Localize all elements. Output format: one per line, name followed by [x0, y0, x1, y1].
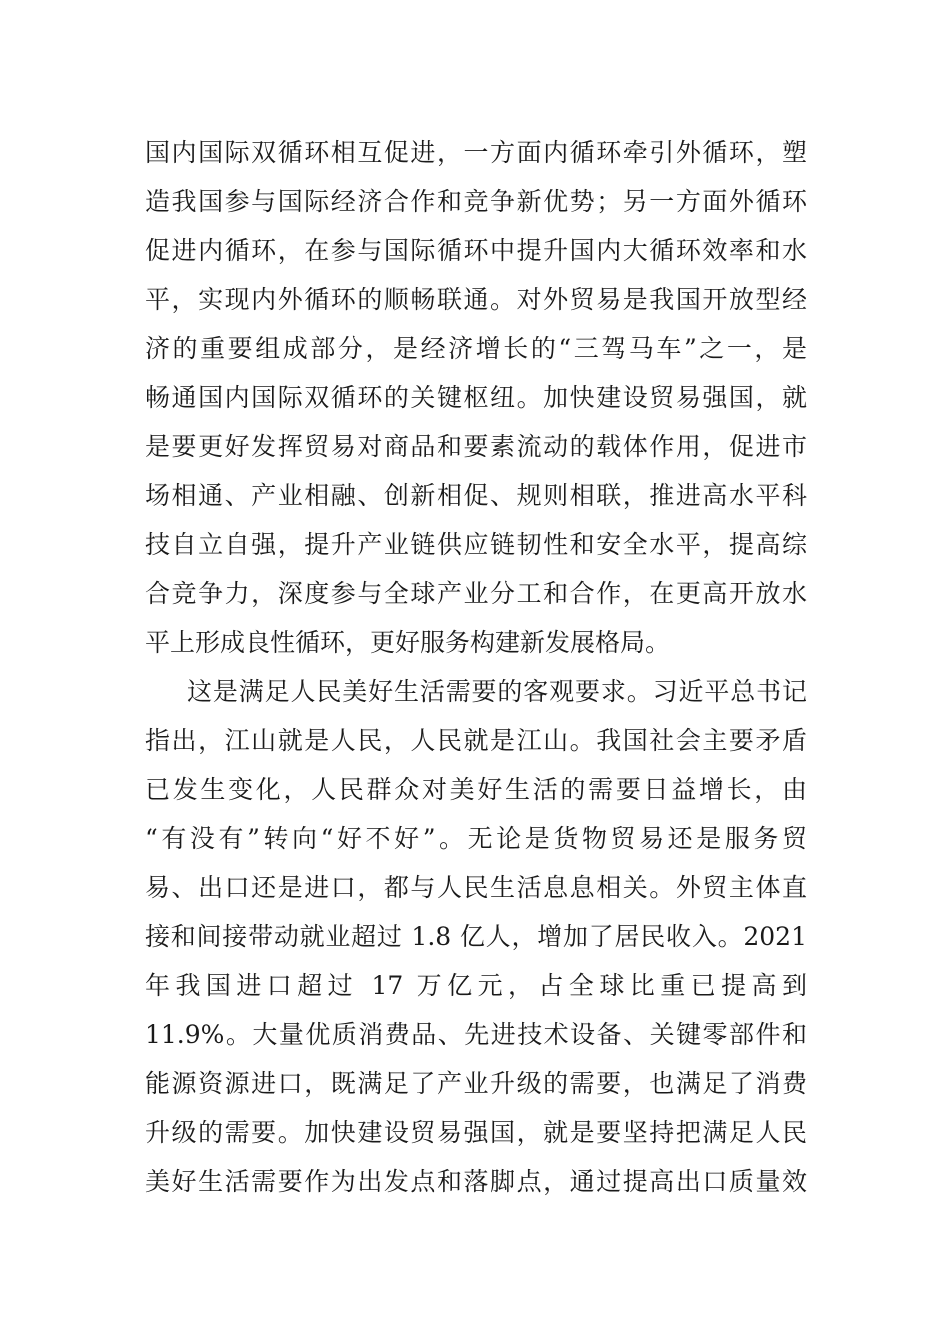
text-line: 美好生活需要作为出发点和落脚点，通过提高出口质量效	[145, 1167, 807, 1196]
text-line: 促进内循环，在参与国际循环中提升国内大循环效率和水	[145, 236, 807, 265]
text-line: 年我国进口超过 17 万亿元，占全球比重已提高到	[145, 971, 807, 1000]
text-line: 场相通、产业相融、创新相促、规则相联，推进高水平科	[145, 481, 807, 510]
text-line: 是要更好发挥贸易对商品和要素流动的载体作用，促进市	[145, 432, 807, 461]
paragraph-1	[145, 128, 807, 667]
text-line: 平，实现内外循环的顺畅联通。对外贸易是我国开放型经	[145, 285, 807, 314]
text-line: 已发生变化，人民群众对美好生活的需要日益增长，由	[145, 775, 807, 804]
text-line: 平上形成良性循环，更好服务构建新发展格局。	[145, 628, 671, 657]
text-line: 济的重要组成部分，是经济增长的“三驾马车”之一，是	[145, 334, 807, 363]
text-line: 合竞争力，深度参与全球产业分工和合作，在更高开放水	[145, 579, 807, 608]
text-line: 易、出口还是进口，都与人民生活息息相关。外贸主体直	[145, 873, 807, 902]
text-line: 11.9%。大量优质消费品、先进技术设备、关键零部件和	[145, 1020, 807, 1049]
text-line: 指出，江山就是人民，人民就是江山。我国社会主要矛盾	[145, 726, 807, 755]
text-line: 能源资源进口，既满足了产业升级的需要，也满足了消费	[145, 1069, 807, 1098]
text-line: “有没有”转向“好不好”。无论是货物贸易还是服务贸	[145, 824, 807, 853]
text-line: 接和间接带动就业超过 1.8 亿人，增加了居民收入。2021	[145, 922, 807, 951]
text-line: 这是满足人民美好生活需要的客观要求。习近平总书记	[187, 677, 807, 706]
text-line: 造我国参与国际经济合作和竞争新优势；另一方面外循环	[145, 187, 807, 216]
text-line: 国内国际双循环相互促进，一方面内循环牵引外循环，塑	[145, 138, 807, 167]
text-line: 升级的需要。加快建设贸易强国，就是要坚持把满足人民	[145, 1118, 807, 1147]
text-line: 技自立自强，提升产业链供应链韧性和安全水平，提高综	[145, 530, 807, 559]
text-line: 畅通国内国际双循环的关键枢纽。加快建设贸易强国，就	[145, 383, 807, 412]
body-text	[145, 128, 807, 1206]
paragraph-2	[145, 667, 807, 1206]
